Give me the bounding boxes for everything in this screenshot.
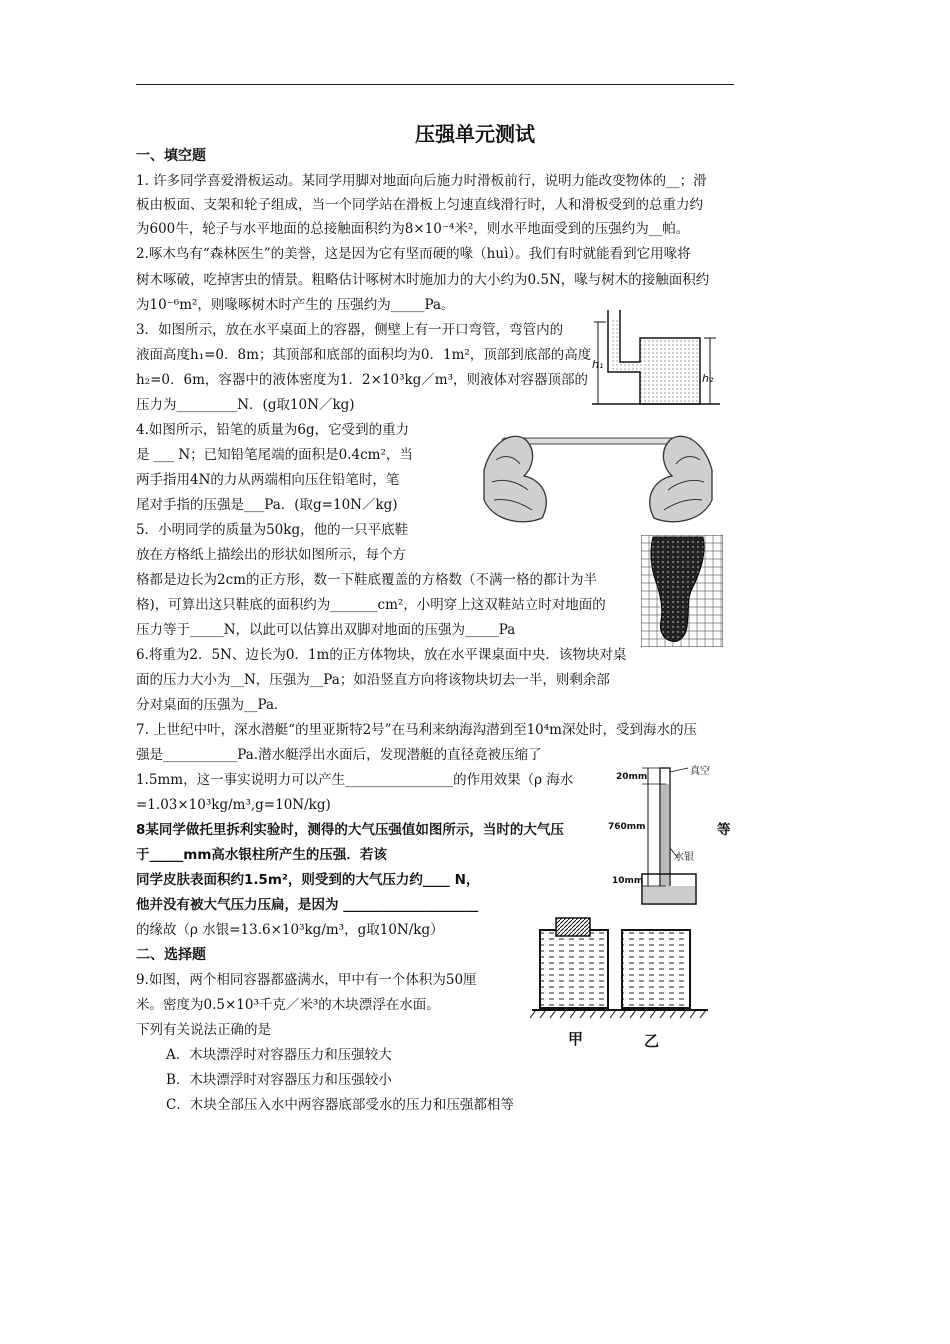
q4-hands-pencil-figure [474,420,722,528]
q7-line1: 7. 上世纪中叶，深水潜艇“的里亚斯特2号”在马利来纳海沟潜到至10⁴m深处时，受到海水的压 [136,722,697,738]
h2-label: h₂ [702,372,714,385]
q7-line4: =1.03×10³kg/m³,g=10N/kg) [136,797,331,813]
vacuum-label: 真空 [690,766,710,777]
q1-line3: 为600牛，轮子与水平地面的总接触面积约为8×10⁻⁴米²，则水平地面受到的压强约为__帕。 [136,221,690,237]
q4-line2: 是 ___ N；已知铅笔尾端的面积是0.4cm²，当 [136,447,413,463]
container-yi-label: 乙 [644,1032,660,1050]
bottom-depth-label: 10mm [612,876,644,886]
q5-line4: 格)，可算出这只鞋底的面积约为_______cm²，小明穿上这双鞋站立时对地面的 [136,597,606,613]
q9-line1: 9.如图，两个相同容器都盛满水，甲中有一个体积为50厘 [136,972,477,988]
q5-line1: 5．小明同学的质量为50kg，他的一只平底鞋 [136,522,409,538]
q8-torricelli-figure [608,762,728,908]
q4-hands-diagram [474,420,722,528]
mercury-height-label: 760mm [608,822,646,832]
q8-line4: 他并没有被大气压力压扁，是因为 ____________________ [136,897,479,913]
q5-line2: 放在方格纸上描绘出的形状如图所示，每个方 [136,547,406,563]
q3-container-diagram [592,300,722,410]
q5-shoe-grid-figure [641,535,723,647]
q2-line2: 树木啄破，吃掉害虫的情景。粗略估计啄树木时施加力的大小约为0.5N，喙与树木的接触面积约 [136,272,710,288]
section-choice: 二、选择题 [136,947,206,963]
q3-line4: 压力为_________N．(g取10N／kg) [136,397,355,413]
q3-container-figure [592,300,722,410]
q6-line1: 6.将重为2．5N、边长为0．1m的正方体物块，放在水平课桌面中央．该物块对桌 [136,647,627,663]
q3-line3: h₂=0．6m，容器中的液体密度为1．2×10³kg／m³，则液体对容器顶部的 [136,372,589,388]
q4-line1: 4.如图所示，铅笔的质量为6g，它受到的重力 [136,422,410,438]
q6-line2: 面的压力大小为__N，压强为__Pa；如沿竖直方向将该物块切去一半，则剩余部 [136,672,610,688]
q8-line1: 8某同学做托里拆利实验时，测得的大气压强值如图所示，当时的大气压 [136,822,564,838]
q8-tube-diagram [608,762,728,908]
q8-line1-tail: 等 [717,822,731,838]
q1-line2: 板由板面、支架和轮子组成，当一个同学站在滑板上匀速直线滑行时，人和滑板受到的总重力约 [136,197,703,213]
q6-line3: 分对桌面的压强为__Pa． [136,697,288,713]
q9-containers-diagram [528,912,712,1022]
q2-line3: 为10⁻⁶m²，则喙啄树木时产生的 压强约为_____Pa。 [136,297,455,313]
mercury-label: 水银 [674,852,694,863]
q9-containers-figure [528,912,712,1052]
option-b[interactable]: B．木块漂浮时对容器压力和压强较小 [166,1072,392,1088]
q5-shoe-diagram [641,535,723,647]
q7-line3: 1.5mm，这一事实说明力可以产生________________的作用效果（ρ 海水 [136,772,574,788]
q3-line2: 液面高度h₁=0．8m；其顶部和底部的面积均为0．1m²，顶部到底部的高度 [136,347,592,363]
q8-line3: 同学皮肤表面积约1.5m²，则受到的大气压力约____ N， [136,872,480,888]
h1-label: h₁ [592,358,604,371]
q2-line1: 2.啄木鸟有“森林医生”的美誉，这是因为它有坚而硬的喙（huì）。我们有时就能看到它用喙将 [136,246,691,262]
q9-line2: 米。密度为0.5×10³千克／米³的木块漂浮在水面。 [136,997,440,1013]
section-fill: 一、填空题 [136,148,206,164]
option-a[interactable]: A．木块漂浮时对容器压力和压强较大 [166,1047,392,1063]
q8-line5: 的缘故（ρ 水银=13.6×10³kg/m³，g取10N/kg） [136,922,444,938]
q8-line2: 于_____mm高水银柱所产生的压强．若该 [136,847,387,863]
top-rule [136,84,734,85]
page-title: 压强单元测试 [415,122,535,146]
q7-line2: 强是___________Pa.潜水艇浮出水面后，发现潜艇的直径竟被压缩了 [136,747,542,763]
q5-line5: 压力等于_____N，以此可以估算出双脚对地面的压强为_____Pa [136,622,516,638]
top-gap-label: 20mm [616,772,648,782]
option-c[interactable]: C．木块全部压入水中两容器底部受水的压力和压强都相等 [166,1097,514,1113]
q5-line3: 格都是边长为2cm的正方形，数一下鞋底覆盖的方格数（不满一格的都计为半 [136,572,597,588]
q1-line1: 1. 许多同学喜爱滑板运动。某同学用脚对地面向后施力时滑板前行，说明力能改变物体的__；滑 [136,173,707,189]
q4-line4: 尾对手指的压强是___Pa．(取g=10N／kg) [136,497,398,513]
q4-line3: 两手指用4N的力从两端相向压住铅笔时，笔 [136,472,400,488]
q9-line3: 下列有关说法正确的是 [136,1022,271,1038]
q3-line1: 3．如图所示，放在水平桌面上的容器，侧壁上有一开口弯管，弯管内的 [136,322,564,338]
container-jia-label: 甲 [568,1030,584,1048]
